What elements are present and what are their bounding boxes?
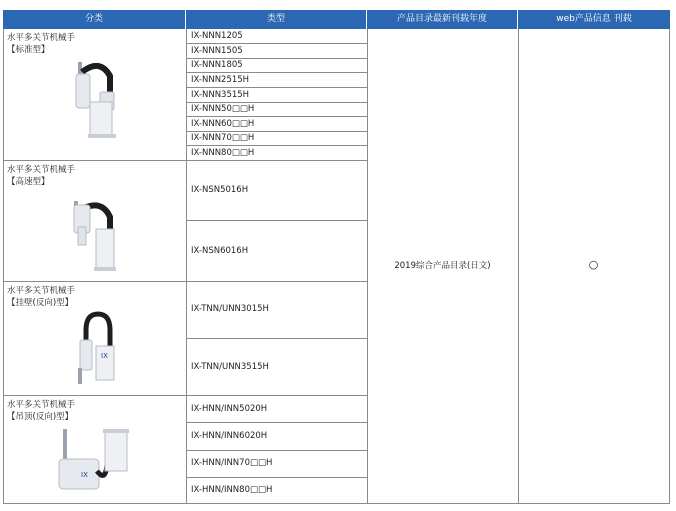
type-model: IX-NNN1805 (191, 60, 243, 70)
category-subtype: 【挂壁(反向)型】 (7, 298, 74, 308)
robot-ceiling-mount-image (55, 425, 135, 497)
type-model: IX-NSN5016H (191, 185, 249, 195)
header-web-info: web产品信息 刊载 (518, 10, 670, 29)
type-model: IX-HNN/INN5020H (191, 404, 268, 414)
catalog-year-value: 2019综合产品目录(日文) (394, 261, 491, 271)
category-subtype: 【吊顶(反向)型】 (7, 412, 74, 422)
grid-line (3, 281, 367, 282)
grid-line (3, 503, 670, 504)
web-info-value: ○ (588, 258, 599, 271)
grid-line (3, 29, 4, 503)
robot-wall-mount-image (72, 310, 122, 390)
grid-line (3, 160, 367, 161)
grid-line (186, 477, 367, 478)
svg-text:IX: IX (81, 471, 88, 479)
type-model: IX-HNN/INN70□□H (191, 458, 273, 468)
category-subtype: 【高速型】 (7, 177, 50, 187)
grid-line (186, 29, 187, 503)
type-model: IX-NNN50□□H (191, 104, 255, 114)
header-category: 分类 (3, 10, 186, 29)
grid-line (3, 395, 367, 396)
grid-line (669, 29, 670, 503)
category-label: 水平多关节机械手 (7, 286, 76, 296)
type-model: IX-NNN2515H (191, 75, 250, 85)
type-model: IX-NNN1205 (191, 31, 243, 41)
type-model: IX-NNN60□□H (191, 119, 255, 129)
category-label: 水平多关节机械手 (7, 33, 76, 43)
category-label: 水平多关节机械手 (7, 165, 76, 175)
header-catalog-year: 产品目录最新刊载年度 (367, 10, 518, 29)
type-model: IX-NSN6016H (191, 246, 249, 256)
type-model: IX-TNN/UNN3015H (191, 304, 269, 314)
grid-line (186, 220, 367, 221)
type-model: IX-NNN70□□H (191, 133, 255, 143)
svg-text:IX: IX (101, 352, 108, 360)
type-model: IX-HNN/INN6020H (191, 431, 268, 441)
grid-line (186, 422, 367, 423)
type-model: IX-NNN1505 (191, 46, 243, 56)
type-model: IX-HNN/INN80□□H (191, 485, 273, 495)
grid-line (186, 450, 367, 451)
category-subtype: 【标准型】 (7, 45, 50, 55)
type-model: IX-NNN80□□H (191, 148, 255, 158)
category-label: 水平多关节机械手 (7, 400, 76, 410)
type-model: IX-TNN/UNN3515H (191, 362, 269, 372)
robot-standard-image (70, 58, 120, 140)
grid-line (186, 338, 367, 339)
robot-high-speed-image (68, 195, 120, 273)
header-type: 类型 (186, 10, 367, 29)
type-model: IX-NNN3515H (191, 90, 250, 100)
